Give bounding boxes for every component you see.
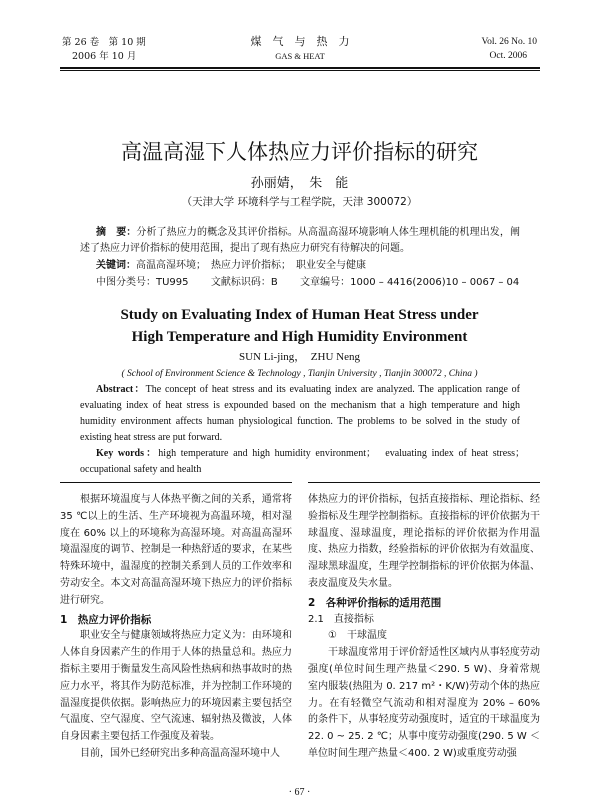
clc-value: TU995 <box>156 277 189 288</box>
keywords-en <box>80 446 530 478</box>
doc-code-value: B <box>270 277 278 288</box>
column-rule-right <box>308 482 540 483</box>
journal-volume-en: Vol. 26 No. 10 <box>481 37 537 47</box>
subsection-2-1-heading: 2.1 直接指标 <box>308 613 374 625</box>
journal-date-en: Oct. 2006 <box>489 51 527 61</box>
abstract-cn <box>80 225 520 257</box>
doc-code-label: 文献标识码： <box>210 277 271 288</box>
section-1-heading: 1 热应力评价指标 <box>60 613 152 626</box>
section-1-paragraph-2: 目前，国外已经研究出多种高温高湿环境中人 <box>80 747 280 759</box>
authors-en: SUN Li-jing， ZHU Neng <box>239 351 360 363</box>
affiliation-cn: （天津大学 环境科学与工程学院，天津 300072） <box>181 196 418 208</box>
abstract-en-text: The concept of heat stress and its evaluating index are analyzed. The application range of evaluating index of heat stress is expounded based on the mechanism that a high temperature and high humidity environment affects human physiological function. The problems to be solved in the study of existing heat stress are put forward. <box>80 384 520 443</box>
section-1-paragraph-1: 职业安全与健康领域将热应力定义为：由环境和人体自身因素产生的作用于人体的热量总和。热应力指标主要用于衡量发生高风险性热病和热事故时的热应力水平，将其作为防范标准，并为控制工作环境的温湿度提供依据。影响热应力的环境因素主要包括空气温度、空气湿度、空气流速、辐射热及微波，人体自身因素主要包括工作强度及着装。 <box>60 630 292 743</box>
right-paragraph-1: 体热应力的评价指标，包括直接指标、理论指标、经验指标及生理学控制指标。直接指标的评价依据为干球温度、湿球温度，理论指标的评价依据为作用温度、热应力指数，经验指标的评价依据为有效温度、湿球黑球温度，生理学控制指标的评价依据为体温、表皮温度及失水量。 <box>308 494 540 589</box>
journal-date: 2006 年 10 月 <box>72 51 137 62</box>
page-title: 高温高湿下人体热应力评价指标的研究 <box>121 140 478 164</box>
keywords-cn-label: 关键词： <box>96 260 136 271</box>
journal-title-cn: 煤 气 与 热 力 <box>250 35 350 48</box>
article-no-label: 文章编号： <box>300 277 351 288</box>
abstract-en-label: Abstract： <box>96 384 146 395</box>
journal-volume-issue: 第 26 卷 第 10 期 <box>62 37 146 48</box>
article-no-value: 1000 – 4416(2006)10 – 0067 – 04 <box>350 277 520 288</box>
body-right-column <box>308 492 540 763</box>
abstract-cn-label: 摘 要： <box>96 227 137 238</box>
clc-label: 中图分类号： <box>96 277 156 288</box>
abstract-en <box>80 382 520 446</box>
right-paragraph-2: 干球温度常用于评价舒适性区域内从事轻度劳动强度(单位时间生理产热量＜290. 5 W)、身着常规室内服装(热阻为 0. 217 m²・K/W)劳动个体的热应力。在有轻微空气流动和相对湿度为 20% – 60% 的条件下，从事轻度劳动强度时，适宜的干球温度为 22. 0 ~ 25. 2 ℃；从事中度劳动强度(290. 5 W ＜单位时间生理产热量＜400. 2 W)或重度劳动强 <box>308 647 540 759</box>
body-left-column <box>60 492 292 763</box>
keywords-en-label: Key words： <box>96 448 159 459</box>
journal-title-en: GAS & HEAT <box>275 51 325 61</box>
classification-info <box>96 275 536 291</box>
title-en-line1: Study on Evaluating Index of Human Heat Stress under <box>120 307 479 323</box>
column-rule-left <box>60 482 292 483</box>
affiliation-en: ( School of Environment Science & Technology , Tianjin University , Tianjin 300072 , China ) <box>121 369 478 379</box>
keywords-cn-text: 高温高湿环境； 热应力评价指标； 职业安全与健康 <box>136 260 366 271</box>
authors-cn: 孙丽婧， 朱 能 <box>250 176 349 191</box>
keywords-en-text: high temperature and high humidity environment； evaluating index of heat stress； occupational safety and health <box>80 448 530 475</box>
intro-paragraph: 根据环境温度与人体热平衡之间的关系，通常将 35 ℃以上的生活、生产环境视为高温环境，相对湿度在 60% 以上的环境称为高湿环境。对高温高湿环境温湿度的调节、控制是一种热舒适的要求，在某些特殊环境中，温湿度的控制关系到人员的工作效率和劳动安全。本文对高温高湿环境下热应力的评价指标进行研究。 <box>60 494 292 606</box>
title-en-line2: High Temperature and High Humidity Environment <box>131 329 468 345</box>
header-rule-thin <box>60 70 540 71</box>
subsection-2-1-1-heading: ① 干球温度 <box>328 630 387 642</box>
abstract-cn-text: 分析了热应力的概念及其评价指标。从高温高湿环境影响人体生理机能的机理出发，阐述了热应力评价指标的使用范围，提出了现有热应力研究有待解决的问题。 <box>80 227 520 254</box>
header-rule <box>60 67 540 69</box>
section-2-heading: 2 各种评价指标的适用范围 <box>308 596 442 609</box>
keywords-cn <box>96 258 520 274</box>
page-number: · 67 · <box>288 787 311 798</box>
